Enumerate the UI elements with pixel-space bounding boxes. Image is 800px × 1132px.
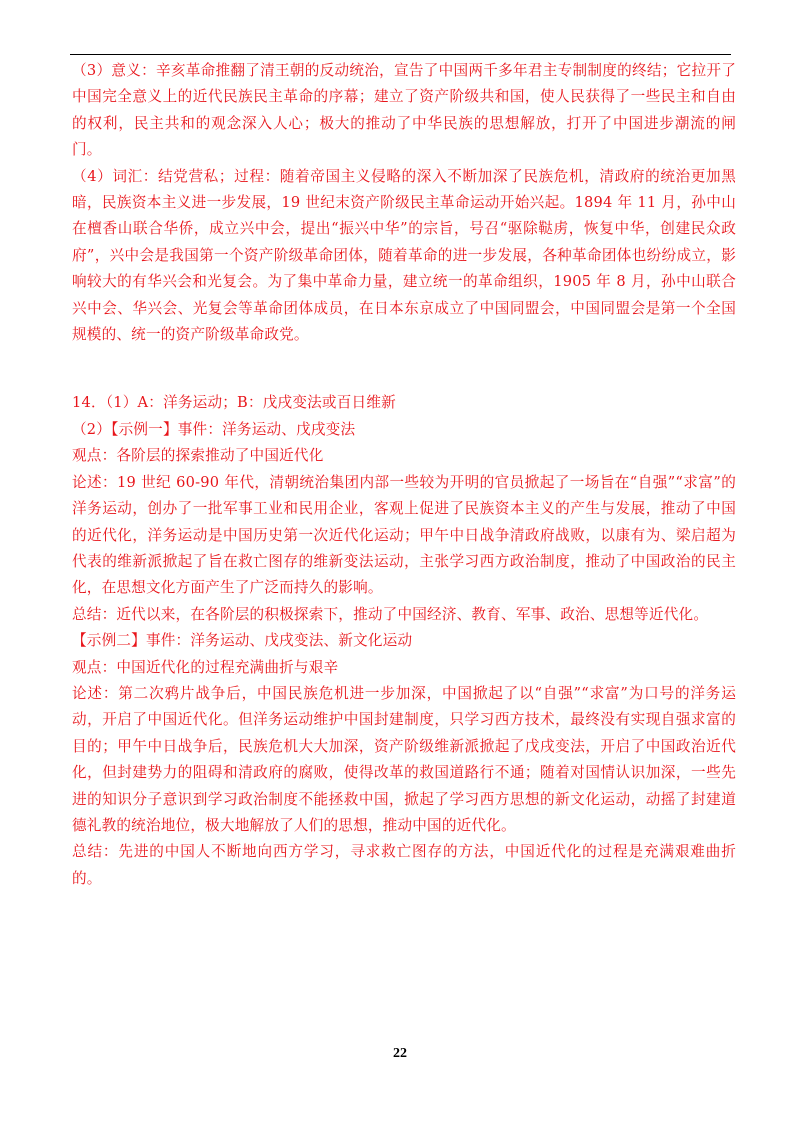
q14-example2-argument: 论述：第二次鸦片战争后，中国民族危机进一步加深，中国掀起了以“自强”“求富”为口号的洋务运动，开启了中国近代化。但洋务运动维护中国封建制度，只学习西方技术，最终没有实现自强求富的目的；甲午中日战争后，民族危机大大加深，资产阶级维新派掀起了戊戌变法，开启了中国政治近代化，但封建势力的阻碍和清政府的腐败，使得改革的救国道路行不通；随着对国情认识加深，一些先进的知识分子意识到学习政治制度不能拯救中国，掀起了学习西方思想的新文化运动，动摇了封建道德礼教的统治地位，极大地解放了人们的思想，推动中国的近代化。 <box>72 684 736 834</box>
q14-example1-event: （2）【示例一】事件：洋务运动、戊戌变法 <box>72 420 356 438</box>
header-rule <box>70 54 731 55</box>
q14-example1-viewpoint: 观点：各阶层的探索推动了中国近代化 <box>72 447 324 465</box>
q14-example2-event: 【示例二】事件：洋务运动、戊戌变法、新文化运动 <box>72 632 413 650</box>
q14-example1-summary: 总结：近代以来，在各阶层的积极探索下，推动了中国经济、教育、军事、政治、思想等近代化。 <box>72 605 709 623</box>
q14-example2-summary: 总结：先进的中国人不断地向西方学习，寻求救亡图存的方法，中国近代化的过程是充满艰难曲折的。 <box>72 843 736 887</box>
q14-part1-answer: 14．（1）A：洋务运动；B：戊戌变法或百日维新 <box>72 394 396 412</box>
q14-example1-argument: 论述：19 世纪 60-90 年代，清朝统治集团内部一些较为开明的官员掀起了一场旨在“自强”“求富”的洋务运动，创办了一批军事工业和民用企业，客观上促进了民族资本主义的产生与发展，推动了中国的近代化，洋务运动是中国历史第一次近代化运动；甲午中日战争清政府战败，以康有为、梁启超为代表的维新派掀起了旨在救亡图存的维新变法运动，主张学习西方政治制度，推动了中国政治的民主化，在思想文化方面产生了广泛而持久的影响。 <box>72 473 736 597</box>
answer-content <box>72 58 736 892</box>
q14-example2-viewpoint: 观点：中国近代化的过程充满曲折与艰辛 <box>72 658 339 676</box>
page-number: 22 <box>393 1046 407 1061</box>
spacer <box>72 348 736 390</box>
q13-part4-vocabulary-process: （4）词汇：结党营私；过程：随着帝国主义侵略的深入不断加深了民族危机，清政府的统治更加黑暗，民族资本主义进一步发展，19 世纪末资产阶级民主革命运动开始兴起。1894 年 11 月，孙中山在檀香山联合华侨，成立兴中会，提出“振兴中华”的宗旨，号召“驱除鞑虏，恢复中华，创建民众政府”，兴中会是我国第一个资产阶级革命团体，随着革命的进一步发展，各种革命团体也纷纷成立，影响较大的有华兴会和光复会。为了集中革命力量，建立统一的革命组织，1905 年 8 月，孙中山联合兴中会、华兴会、光复会等革命团体成员，在日本东京成立了中国同盟会，中国同盟会是第一个全国规模的、统一的资产阶级革命政党。 <box>72 167 736 344</box>
q13-part3-significance: （3）意义：辛亥革命推翻了清王朝的反动统治，宣告了中国两千多年君主专制制度的终结；它拉开了中国完全意义上的近代民族民主革命的序幕；建立了资产阶级共和国，使人民获得了一些民主和自由的权利，民主共和的观念深入人心；极大的推动了中华民族的思想解放，打开了中国进步潮流的闸门。 <box>72 62 736 159</box>
